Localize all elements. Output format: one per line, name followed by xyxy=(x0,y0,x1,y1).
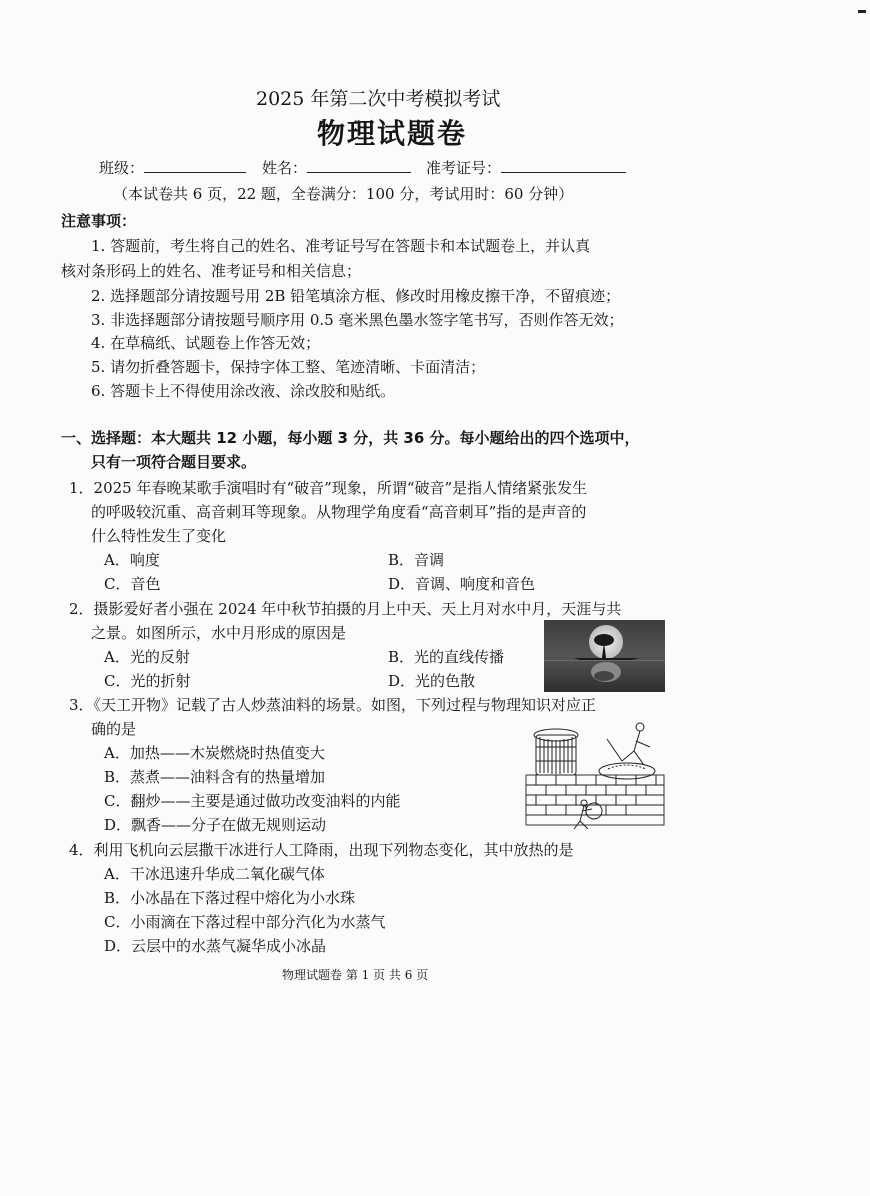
section1-heading: 一、选择题：本大题共 12 小题，每小题 3 分，共 36 分。每小题给出的四个选项中， xyxy=(61,429,640,447)
ticket-label: 准考证号： xyxy=(426,159,502,177)
notice-heading: 注意事项： xyxy=(61,212,137,230)
notice-item-1-cont: 核对条形码上的姓名、准考证号和相关信息； xyxy=(61,262,362,280)
class-blank xyxy=(144,158,246,173)
notice-item-5: 5. 请勿折叠答题卡，保持字体工整、笔迹清晰、卡面清洁； xyxy=(91,358,486,376)
q4-option-b: B．小冰晶在下落过程中熔化为小水珠 xyxy=(104,889,356,907)
ticket-field xyxy=(426,158,626,178)
q2-option-b: B．光的直线传播 xyxy=(388,648,505,666)
q1-stem-line-3: 什么特性发生了变化 xyxy=(91,527,227,545)
notice-item-3: 3. 非选择题部分请按题号顺序用 0.5 毫米黑色墨水签字笔书写，否则作答无效； xyxy=(91,311,624,329)
q3-option-d: D．飘香——分子在做无规则运动 xyxy=(104,816,327,834)
q1-option-c: C．音色 xyxy=(104,575,161,593)
notice-item-1: 1. 答题前，考生将自己的姓名、准考证号写在答题卡和本试题卷上，并认真 xyxy=(91,237,591,255)
ticket-blank xyxy=(501,158,626,173)
notice-item-2: 2. 选择题部分请按题号用 2B 铅笔填涂方框、修改时用橡皮擦干净，不留痕迹； xyxy=(91,287,621,305)
notice-item-4: 4. 在草稿纸、试题卷上作答无效； xyxy=(91,334,321,352)
page-footer: 物理试题卷 第 1 页 共 6 页 xyxy=(282,968,429,982)
q3-option-a: A．加热——木炭燃烧时热值变大 xyxy=(104,744,325,762)
class-field xyxy=(99,158,246,178)
name-blank xyxy=(307,158,411,173)
exam-info: （本试卷共 6 页，22 题，全卷满分：100 分，考试用时：60 分钟） xyxy=(113,185,574,203)
q2-stem-line-1: 2．摄影爱好者小强在 2024 年中秋节拍摄的月上中天、天上月对水中月，天涯与共 xyxy=(69,600,622,618)
name-label: 姓名： xyxy=(262,159,308,177)
q4-option-a: A．干冰迅速升华成二氧化碳气体 xyxy=(104,865,325,883)
moon-reflection-photo xyxy=(544,620,665,692)
q1-option-b: B．音调 xyxy=(388,551,445,569)
q3-stem-line-2: 确的是 xyxy=(91,720,137,738)
q2-option-c: C．光的折射 xyxy=(104,672,191,690)
q3-option-c: C．翻炒——主要是通过做功改变油料的内能 xyxy=(104,792,401,810)
name-field xyxy=(262,158,411,178)
ancient-oil-frying-illustration xyxy=(522,717,667,832)
q2-option-d: D．光的色散 xyxy=(388,672,476,690)
q1-option-d: D．音调、响度和音色 xyxy=(388,575,536,593)
q2-option-a: A．光的反射 xyxy=(104,648,190,666)
section1-heading-cont: 只有一项符合题目要求。 xyxy=(91,453,257,471)
q4-option-d: D．云层中的水蒸气凝华成小冰晶 xyxy=(104,937,327,955)
q1-stem-line-2: 的呼吸较沉重、高音刺耳等现象。从物理学角度看“高音刺耳”指的是声音的 xyxy=(91,503,587,521)
exam-title: 2025 年第二次中考模拟考试 xyxy=(256,88,501,110)
scan-mark xyxy=(858,10,866,13)
q2-stem-line-2: 之景。如图所示，水中月形成的原因是 xyxy=(91,624,347,642)
notice-item-6: 6. 答题卡上不得使用涂改液、涂改胶和贴纸。 xyxy=(91,382,396,400)
q1-stem-line-1: 1．2025 年春晚某歌手演唱时有“破音”现象，所谓“破音”是指人情绪紧张发生 xyxy=(69,479,588,497)
paper-title: 物理试题卷 xyxy=(317,117,468,150)
q3-option-b: B．蒸煮——油料含有的热量增加 xyxy=(104,768,326,786)
q4-stem-line-1: 4．利用飞机向云层撒干冰进行人工降雨，出现下列物态变化，其中放热的是 xyxy=(69,841,574,859)
q3-stem-line-1: 3．《天工开物》记载了古人炒蒸油料的场景。如图，下列过程与物理知识对应正 xyxy=(69,696,597,714)
q4-option-c: C．小雨滴在下落过程中部分汽化为水蒸气 xyxy=(104,913,386,931)
q1-option-a: A．响度 xyxy=(104,551,160,569)
class-label: 班级： xyxy=(99,159,145,177)
